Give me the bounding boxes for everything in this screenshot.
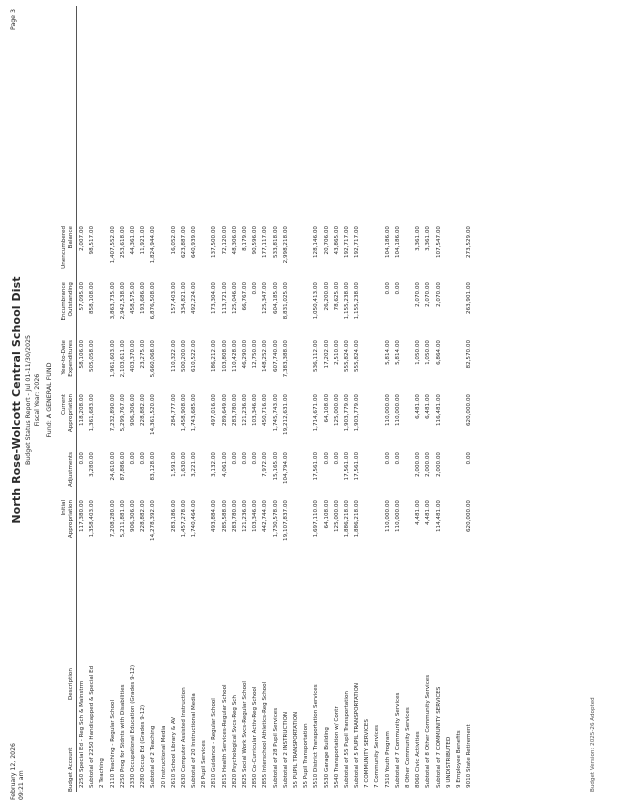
cell-description: 2855 Interschool Athletics-Reg School bbox=[262, 681, 269, 788]
cell-ytd: 500,200.00 bbox=[180, 340, 187, 373]
cell-enc: 0.00 bbox=[394, 282, 401, 295]
cell-current: 1,745,743.00 bbox=[272, 394, 279, 432]
cell-adjust: 0.00 bbox=[252, 452, 259, 465]
cell-enc: 66,767.00 bbox=[242, 282, 248, 311]
cell-description: 2 Teaching bbox=[99, 758, 106, 788]
col-header-current bbox=[61, 394, 74, 448]
cell-enc: 125,347.00 bbox=[262, 282, 269, 315]
cell-initial: 283,780.00 bbox=[231, 500, 238, 533]
cell-unenc: 1,824,944.00 bbox=[150, 226, 157, 264]
table-row bbox=[454, 0, 464, 800]
table-row bbox=[199, 0, 209, 800]
cell-adjust: 2,000.00 bbox=[415, 452, 422, 477]
col-header-account: Budget Account bbox=[67, 747, 74, 792]
cell-description: 2610 School Library & AV bbox=[170, 716, 177, 788]
cell-description: 7310 Youth Program bbox=[384, 731, 391, 788]
cell-description: Subtotal of 28 Pupil Services bbox=[272, 707, 279, 788]
cell-initial: 1,358,403.00 bbox=[89, 500, 96, 538]
budget-table-body bbox=[77, 0, 474, 800]
cell-unenc: 137,500.00 bbox=[211, 226, 218, 259]
cell-initial: 114,481.00 bbox=[435, 500, 442, 533]
cell-adjust: 15,165.00 bbox=[272, 452, 279, 481]
cell-initial: 620,000.00 bbox=[466, 500, 473, 533]
table-row bbox=[77, 0, 87, 800]
cell-unenc: 640,939.00 bbox=[191, 226, 198, 259]
cell-initial: 283,186.00 bbox=[170, 500, 177, 533]
cell-enc: 157,403.00 bbox=[170, 282, 177, 315]
col-header-initial bbox=[61, 500, 74, 552]
cell-description: 5530 Garage Building bbox=[323, 727, 330, 788]
cell-initial: 906,306.00 bbox=[129, 500, 136, 533]
cell-unenc: 2,007.00 bbox=[79, 226, 85, 251]
cell-description: 9 UNDISTRIBUTED bbox=[445, 736, 452, 788]
cell-initial: 4,481.00 bbox=[425, 500, 432, 525]
cell-current: 620,000.00 bbox=[466, 394, 473, 427]
table-row bbox=[108, 0, 118, 800]
cell-unenc: 48,306.00 bbox=[231, 226, 238, 255]
col-header-ytd bbox=[61, 340, 74, 394]
cell-unenc: 107,547.00 bbox=[435, 226, 442, 259]
cell-enc: 3,863,735.00 bbox=[109, 282, 116, 320]
cell-unenc: 98,517.00 bbox=[89, 226, 96, 255]
cell-adjust: 17,561.00 bbox=[313, 452, 320, 481]
cell-adjust: 1,591.00 bbox=[170, 452, 177, 477]
cell-unenc: 2,998,218.00 bbox=[282, 226, 289, 264]
table-row bbox=[423, 0, 433, 800]
cell-initial: 121,236.00 bbox=[242, 500, 248, 533]
cell-adjust: 2,000.00 bbox=[425, 452, 432, 477]
cell-description: 2250 Prog for Stdnts with Disabilities bbox=[119, 684, 126, 788]
cell-initial: 1,886,218.00 bbox=[343, 500, 350, 538]
cell-adjust: 83,128.00 bbox=[150, 452, 157, 481]
cell-ytd: 23,275.00 bbox=[140, 340, 147, 369]
col-header-initial-line1: Initial bbox=[61, 500, 68, 516]
cell-ytd: 17,202.00 bbox=[323, 340, 330, 369]
cell-description: 2820 Psychological Svcs-Reg Sch bbox=[231, 695, 238, 788]
table-row bbox=[403, 0, 413, 800]
cell-current: 1,361,683.00 bbox=[89, 394, 96, 432]
table-row bbox=[209, 0, 219, 800]
cell-initial: 19,107,837.00 bbox=[282, 500, 289, 541]
cell-unenc: 273,529.00 bbox=[466, 226, 473, 259]
table-row bbox=[372, 0, 382, 800]
cell-current: 284,777.00 bbox=[170, 394, 177, 427]
col-header-adjustments: Adjustments bbox=[67, 452, 74, 488]
cell-description: 2110 Teaching - Regular School bbox=[109, 700, 116, 788]
cell-description: 2280 Occup Ed (Grades 9-12) bbox=[140, 704, 147, 788]
cell-initial: 110,000.00 bbox=[394, 500, 401, 533]
cell-description: 28 Pupil Services bbox=[201, 740, 208, 788]
table-row bbox=[413, 0, 423, 800]
col-header-encumbrance bbox=[61, 282, 74, 340]
table-row bbox=[342, 0, 352, 800]
cell-unenc: 44,361.00 bbox=[129, 226, 136, 255]
cell-adjust: 2,000.00 bbox=[435, 452, 442, 477]
cell-description: Subtotal of 8 Other Community Services bbox=[425, 674, 432, 788]
cell-ytd: 110,428.00 bbox=[231, 340, 238, 373]
table-row bbox=[362, 0, 372, 800]
table-row bbox=[250, 0, 260, 800]
cell-ytd: 148,252.00 bbox=[262, 340, 269, 373]
cell-ytd: 403,370.00 bbox=[129, 340, 136, 373]
table-row bbox=[311, 0, 321, 800]
cell-enc: 2,070.00 bbox=[415, 282, 422, 307]
cell-description: 55 PUPIL TRANSPORTATION bbox=[292, 711, 299, 788]
cell-adjust: 24,610.00 bbox=[109, 452, 116, 481]
cell-enc: 173,304.00 bbox=[211, 282, 218, 315]
cell-current: 1,714,671.00 bbox=[313, 394, 320, 432]
cell-enc: 1,050,413.00 bbox=[313, 282, 320, 320]
cell-adjust: 17,561.00 bbox=[354, 452, 361, 481]
cell-current: 228,882.00 bbox=[140, 394, 147, 427]
table-row bbox=[159, 0, 169, 800]
cell-adjust: 0.00 bbox=[242, 452, 248, 465]
column-header-row bbox=[54, 0, 76, 800]
cell-enc: 8,831,025.00 bbox=[282, 282, 289, 320]
col-header-initial-line2: Appropriation bbox=[67, 500, 74, 539]
cell-ytd: 82,570.00 bbox=[466, 340, 473, 369]
table-row bbox=[444, 0, 454, 800]
cell-unenc: 192,717.00 bbox=[354, 226, 361, 259]
table-row bbox=[138, 0, 148, 800]
cell-enc: 858,108.00 bbox=[89, 282, 96, 315]
cell-description: 8 Other Community Services bbox=[405, 707, 411, 788]
cell-ytd: 5,814.00 bbox=[394, 340, 401, 365]
table-row bbox=[169, 0, 179, 800]
cell-current: 118,208.00 bbox=[79, 394, 85, 427]
cell-enc: 2,070.00 bbox=[435, 282, 442, 307]
fund-label: Fund: A GENERAL FUND bbox=[46, 362, 53, 438]
cell-current: 7,232,890.00 bbox=[109, 394, 116, 432]
cell-initial: 117,380.00 bbox=[79, 500, 85, 533]
cell-enc: 57,095.00 bbox=[79, 282, 85, 311]
table-row bbox=[97, 0, 107, 800]
cell-description: Subtotal of 7 Community Services bbox=[394, 692, 401, 788]
cell-initial: 110,000.00 bbox=[384, 500, 391, 533]
cell-enc: 193,686.00 bbox=[140, 282, 147, 315]
table-row bbox=[260, 0, 270, 800]
cell-unenc: 3,361.00 bbox=[415, 226, 422, 251]
cell-enc: 125,046.00 bbox=[231, 282, 238, 315]
cell-ytd: 5,660,068.00 bbox=[150, 340, 157, 378]
cell-adjust: 17,561.00 bbox=[343, 452, 350, 481]
cell-unenc: 177,117.00 bbox=[262, 226, 269, 259]
cell-initial: 228,882.00 bbox=[140, 500, 147, 533]
cell-description: Subtotal of 2 INSTRUCTION bbox=[282, 711, 289, 788]
cell-unenc: 104,186.00 bbox=[384, 226, 391, 259]
cell-adjust: 0.00 bbox=[140, 452, 147, 465]
cell-unenc: 1,407,552.00 bbox=[109, 226, 116, 264]
cell-description: Subtotal of 55 Pupil Transportation bbox=[343, 691, 350, 788]
cell-enc: 0.00 bbox=[252, 282, 259, 295]
table-row bbox=[118, 0, 128, 800]
cell-description: Subtotal of 5 PUPIL TRANSPORTATION bbox=[354, 682, 361, 788]
cell-current: 110,000.00 bbox=[384, 394, 391, 427]
cell-current: 1,903,779.00 bbox=[343, 394, 350, 432]
table-row bbox=[189, 0, 199, 800]
cell-initial: 1,457,278.00 bbox=[180, 500, 187, 538]
cell-unenc: 3,361.00 bbox=[425, 226, 432, 251]
col-header-unenc-line2: Balance bbox=[67, 226, 74, 249]
cell-current: 6,481.00 bbox=[425, 394, 432, 419]
cell-unenc: 192,717.00 bbox=[343, 226, 350, 259]
cell-adjust: 1,630.00 bbox=[180, 452, 187, 477]
table-row bbox=[240, 0, 250, 800]
cell-current: 1,903,779.00 bbox=[354, 394, 361, 432]
cell-description: Subtotal of 2 Teaching bbox=[150, 725, 157, 788]
table-row bbox=[352, 0, 362, 800]
table-row bbox=[434, 0, 444, 800]
cell-current: 19,212,631.00 bbox=[282, 394, 289, 435]
cell-unenc: 11,921.00 bbox=[140, 226, 147, 255]
cell-current: 14,361,520.00 bbox=[150, 394, 157, 435]
cell-adjust: 0.00 bbox=[466, 452, 473, 465]
table-row bbox=[87, 0, 97, 800]
cell-initial: 1,697,110.00 bbox=[313, 500, 320, 538]
table-row bbox=[322, 0, 332, 800]
cell-adjust: 104,794.00 bbox=[282, 452, 289, 485]
cell-enc: 26,200.00 bbox=[323, 282, 330, 311]
table-row bbox=[332, 0, 342, 800]
cell-initial: 103,346.00 bbox=[252, 500, 259, 533]
cell-description: 2330 Occupational Education (Grades 9-12) bbox=[129, 665, 136, 788]
table-row bbox=[230, 0, 240, 800]
cell-enc: 78,625.00 bbox=[333, 282, 340, 311]
cell-initial: 1,886,218.00 bbox=[354, 500, 361, 538]
col-header-ytd-line2: Expenditures bbox=[67, 340, 74, 377]
cell-adjust: 0.00 bbox=[79, 452, 85, 465]
table-row bbox=[148, 0, 158, 800]
cell-enc: 492,224.00 bbox=[191, 282, 198, 315]
cell-description: 2815 Health Services-Regular School bbox=[221, 684, 228, 788]
cell-ytd: 2,103,611.00 bbox=[119, 340, 126, 378]
cell-description: 55 Pupil Transportation bbox=[303, 723, 310, 788]
cell-enc: 113,721.00 bbox=[221, 282, 228, 315]
table-row bbox=[281, 0, 291, 800]
cell-description: 2630 Computer Assisted Instruction bbox=[180, 687, 187, 788]
cell-initial: 285,588.00 bbox=[221, 500, 228, 533]
cell-initial: 7,208,280.00 bbox=[109, 500, 116, 538]
cell-unenc: 128,146.00 bbox=[313, 226, 320, 259]
cell-initial: 64,108.00 bbox=[323, 500, 330, 529]
cell-ytd: 1,050.00 bbox=[425, 340, 432, 365]
cell-unenc: 104,186.00 bbox=[394, 226, 401, 259]
cell-adjust: 3,221.00 bbox=[191, 452, 198, 477]
cell-current: 450,716.00 bbox=[262, 394, 269, 427]
cell-ytd: 555,824.00 bbox=[354, 340, 361, 373]
cell-description: 7 COMMUNITY SERVICES bbox=[364, 719, 371, 788]
cell-current: 64,108.00 bbox=[323, 394, 330, 423]
cell-current: 289,649.00 bbox=[221, 394, 228, 427]
cell-ytd: 186,212.00 bbox=[211, 340, 218, 373]
cell-description: 2250 Special Ed - Reg Sch & Mainstrm bbox=[79, 680, 85, 788]
cell-current: 103,346.00 bbox=[252, 394, 259, 427]
cell-unenc: 8,179.00 bbox=[242, 226, 248, 251]
table-row bbox=[464, 0, 474, 800]
cell-ytd: 536,112.00 bbox=[313, 340, 320, 373]
cell-description: Subtotal of 2250 Handicapped & Special Ed bbox=[89, 665, 96, 788]
fiscal-year: Fiscal Year: 2026 bbox=[34, 373, 41, 427]
report-date-text: February 12, 2026 bbox=[10, 743, 17, 800]
cell-description: 9 Employee Benefits bbox=[455, 730, 462, 788]
cell-current: 110,000.00 bbox=[394, 394, 401, 427]
cell-description: 2810 Guidance - Regular School bbox=[211, 698, 218, 788]
cell-enc: 263,901.00 bbox=[466, 282, 473, 315]
table-row bbox=[271, 0, 281, 800]
col-header-current-line1: Current bbox=[61, 394, 68, 416]
cell-unenc: 43,865.00 bbox=[333, 226, 340, 255]
cell-description: 2825 Social Work Svcs-Regular School bbox=[242, 681, 248, 788]
cell-unenc: 72,120.00 bbox=[221, 226, 228, 255]
cell-ytd: 505,058.00 bbox=[89, 340, 96, 373]
cell-ytd: 6,864.00 bbox=[435, 340, 442, 365]
cell-adjust: 87,886.00 bbox=[119, 452, 126, 481]
cell-ytd: 2,510.00 bbox=[333, 340, 340, 365]
cell-description: 20 Instructional Media bbox=[160, 725, 167, 788]
cell-current: 283,780.00 bbox=[231, 394, 238, 427]
table-row bbox=[220, 0, 230, 800]
cell-ytd: 46,290.00 bbox=[242, 340, 248, 369]
cell-description: Subtotal of 7 COMMUNITY SERVICES bbox=[435, 686, 442, 788]
table-row bbox=[393, 0, 403, 800]
table-row bbox=[301, 0, 311, 800]
cell-unenc: 20,706.00 bbox=[323, 226, 330, 255]
cell-current: 5,299,767.00 bbox=[119, 394, 126, 432]
cell-initial: 1,740,464.00 bbox=[191, 500, 198, 538]
cell-ytd: 555,824.00 bbox=[343, 340, 350, 373]
cell-description: 5540 Transportation w/ Contr bbox=[333, 706, 340, 788]
col-header-ytd-line1: Year-to-Date bbox=[61, 340, 68, 375]
col-header-unencumbered bbox=[61, 226, 74, 282]
cell-current: 116,481.00 bbox=[435, 394, 442, 427]
cell-current: 6,481.00 bbox=[415, 394, 422, 419]
cell-initial: 5,211,881.00 bbox=[119, 500, 126, 538]
cell-enc: 0.00 bbox=[384, 282, 391, 295]
cell-ytd: 110,322.00 bbox=[170, 340, 177, 373]
cell-description: 2850 Co-Curricular Activ-Reg School bbox=[252, 686, 259, 788]
cell-initial: 442,744.00 bbox=[262, 500, 269, 533]
col-header-unenc-line1: Unencumbered bbox=[61, 226, 68, 269]
cell-enc: 1,155,238.00 bbox=[354, 282, 361, 320]
cell-unenc: 533,818.00 bbox=[272, 226, 279, 259]
district-title: North Rose-Wolcott Central School Dist bbox=[10, 276, 23, 524]
report-title: Budget Status Report - Jul 01-11/30/2025 bbox=[25, 334, 32, 466]
cell-description: 5510 District Transportation Services bbox=[313, 684, 320, 788]
cell-ytd: 1,961,603.00 bbox=[109, 340, 116, 378]
cell-ytd: 1,050.00 bbox=[415, 340, 422, 365]
cell-adjust: 7,972.00 bbox=[262, 452, 269, 477]
cell-enc: 2,070.00 bbox=[425, 282, 432, 307]
cell-enc: 1,155,238.00 bbox=[343, 282, 350, 320]
cell-adjust: 0.00 bbox=[323, 452, 330, 465]
table-row bbox=[291, 0, 301, 800]
cell-adjust: 0.00 bbox=[231, 452, 238, 465]
col-header-description: Description bbox=[67, 668, 74, 700]
table-row bbox=[383, 0, 393, 800]
cell-current: 906,306.00 bbox=[129, 394, 136, 427]
cell-current: 121,236.00 bbox=[242, 394, 248, 427]
cell-adjust: 0.00 bbox=[394, 452, 401, 465]
cell-enc: 334,821.00 bbox=[180, 282, 187, 315]
cell-adjust: 0.00 bbox=[384, 452, 391, 465]
report-time-text: 09:21 am bbox=[18, 770, 25, 800]
cell-unenc: 90,596.00 bbox=[252, 226, 259, 255]
table-row bbox=[179, 0, 189, 800]
table-row bbox=[128, 0, 138, 800]
cell-adjust: 0.00 bbox=[333, 452, 340, 465]
cell-initial: 1,730,578.00 bbox=[272, 500, 279, 538]
cell-enc: 6,876,508.00 bbox=[150, 282, 157, 320]
cell-enc: 458,575.00 bbox=[129, 282, 136, 315]
cell-ytd: 103,808.00 bbox=[221, 340, 228, 373]
cell-description: 7 Community Services bbox=[374, 724, 381, 788]
cell-adjust: 3,280.00 bbox=[89, 452, 96, 477]
cell-description: 8060 Civic Activities bbox=[415, 731, 422, 788]
cell-ytd: 610,522.00 bbox=[191, 340, 198, 373]
cell-ytd: 58,106.00 bbox=[79, 340, 85, 369]
col-header-current-line2: Appropriation bbox=[67, 394, 74, 433]
cell-adjust: 3,132.00 bbox=[211, 452, 218, 477]
cell-description: 9010 State Retirement bbox=[466, 724, 473, 788]
cell-unenc: 253,618.00 bbox=[119, 226, 126, 259]
cell-initial: 493,884.00 bbox=[211, 500, 218, 533]
cell-current: 1,458,908.00 bbox=[180, 394, 187, 432]
cell-initial: 14,278,392.00 bbox=[150, 500, 157, 541]
cell-unenc: 16,052.00 bbox=[170, 226, 177, 255]
cell-ytd: 7,383,388.00 bbox=[282, 340, 289, 378]
cell-enc: 2,942,538.00 bbox=[119, 282, 126, 320]
cell-initial: 125,000.00 bbox=[333, 500, 340, 533]
cell-ytd: 12,750.00 bbox=[252, 340, 259, 369]
cell-adjust: 4,061.00 bbox=[221, 452, 228, 477]
cell-unenc: 623,887.00 bbox=[180, 226, 187, 259]
cell-current: 1,743,685.00 bbox=[191, 394, 198, 432]
cell-enc: 604,185.00 bbox=[272, 282, 279, 315]
col-header-enc-line2: Outstanding bbox=[67, 282, 74, 317]
cell-ytd: 607,740.00 bbox=[272, 340, 279, 373]
cell-ytd: 5,814.00 bbox=[384, 340, 391, 365]
cell-initial: 4,481.00 bbox=[415, 500, 422, 525]
col-header-enc-line1: Encumbrance bbox=[61, 282, 68, 321]
cell-current: 497,016.00 bbox=[211, 394, 218, 427]
page-number: Page 3 bbox=[10, 9, 17, 30]
cell-adjust: 0.00 bbox=[129, 452, 136, 465]
cell-description: Subtotal of 20 Instructional Media bbox=[191, 693, 198, 788]
cell-current: 125,000.00 bbox=[333, 394, 340, 427]
budget-version-footer: Budget Version: 2025-26 Adopted bbox=[590, 697, 596, 792]
